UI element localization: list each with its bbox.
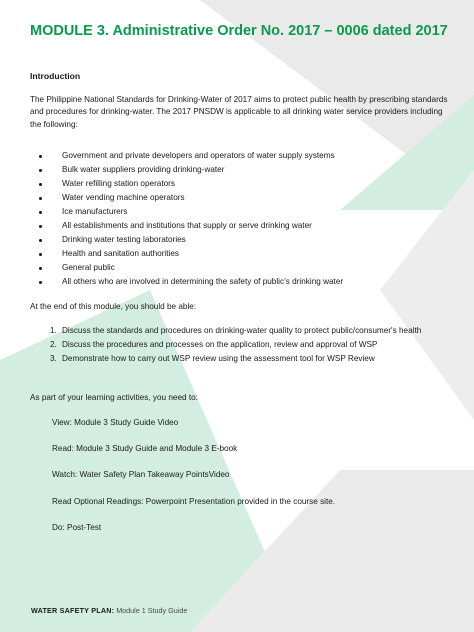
activity-optional-readings: Read Optional Readings: Powerpoint Presentation provided in the course site. [52, 497, 336, 506]
providers-list [30, 149, 343, 289]
introduction-paragraph: The Philippine National Standards for Drinking-Water of 2017 aims to protect public health by prescribing standards and procedures for drinking-water. The 2017 PNSDW is applicable to all drinking water service providers including the following: [30, 95, 448, 129]
bullet-icon [39, 169, 42, 172]
activity-view: View: Module 3 Study Guide Video [52, 418, 179, 427]
list-item: 2. Discuss the procedures and processes on the application, review and approval of WSP [50, 339, 378, 349]
list-item: Water vending machine operators [30, 191, 343, 205]
list-item: Water refilling station operators [30, 177, 343, 191]
page-footer: WATER SAFETY PLAN: Module 1 Study Guide [31, 606, 188, 615]
list-item: Health and sanitation authorities [30, 247, 343, 261]
bullet-icon [39, 211, 42, 214]
activities-intro: As part of your learning activities, you need to: [30, 393, 198, 402]
list-item: All others who are involved in determining the safety of public’s drinking water [30, 275, 343, 289]
list-item: Bulk water suppliers providing drinking-water [30, 163, 343, 177]
bullet-icon [39, 155, 42, 158]
bullet-icon [39, 225, 42, 228]
bullet-icon [39, 281, 42, 284]
list-item: 3. Demonstrate how to carry out WSP review using the assessment tool for WSP Review [50, 353, 375, 363]
activity-read: Read: Module 3 Study Guide and Module 3 E-book [52, 444, 238, 453]
list-item: Ice manufacturers [30, 205, 343, 219]
introduction-heading: Introduction [30, 71, 81, 81]
list-item: Government and private developers and operators of water supply systems [30, 149, 343, 163]
list-item: All establishments and institutions that supply or serve drinking water [30, 219, 343, 233]
bullet-icon [39, 239, 42, 242]
bullet-icon [39, 253, 42, 256]
objectives-list [30, 325, 450, 367]
list-item: 1. Discuss the standards and procedures on drinking-water quality to protect public/consumer's health [50, 326, 422, 335]
objectives-intro: At the end of this module, you should be able: [30, 302, 197, 311]
activity-post-test: Do: Post-Test [52, 523, 102, 532]
bullet-icon [39, 183, 42, 186]
activity-watch: Watch: Water Safety Plan Takeaway PointsVideo [52, 470, 230, 479]
bullet-icon [39, 267, 42, 270]
list-item: Drinking water testing laboratories [30, 233, 343, 247]
list-item: General public [30, 261, 343, 275]
bullet-icon [39, 197, 42, 200]
module-title: MODULE 3. Administrative Order No. 2017 – 0006 dated 2017 [30, 23, 448, 39]
